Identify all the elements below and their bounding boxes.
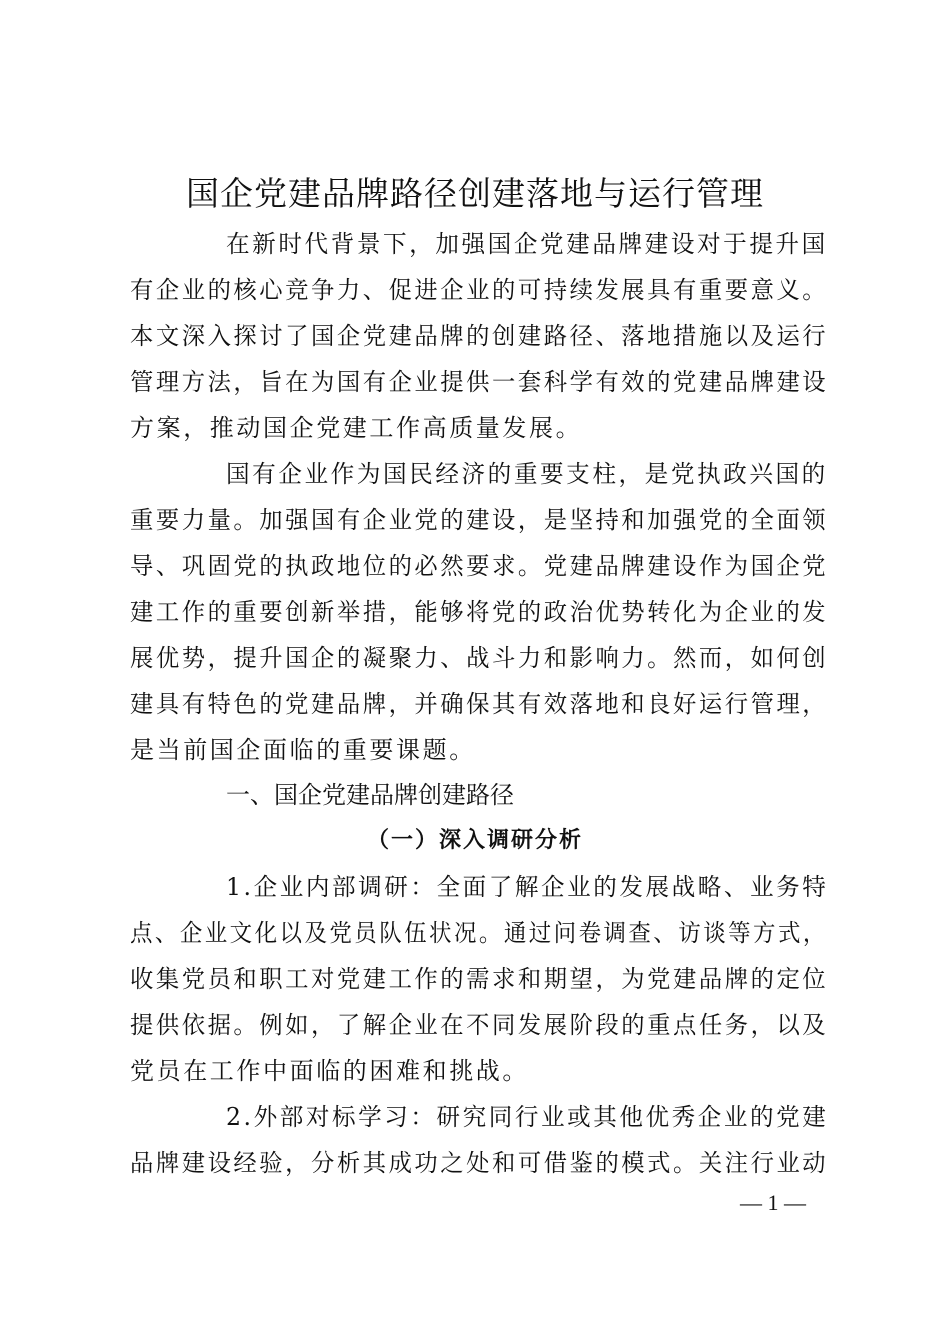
paragraph-line: 点、企业文化以及党员队伍状况。通过问卷调查、访谈等方式， (130, 919, 828, 947)
paragraph-line: 本文深入探讨了国企党建品牌的创建路径、落地措施以及运行 (130, 322, 829, 350)
document-title: 国企党建品牌路径创建落地与运行管理 (186, 174, 764, 213)
paragraph-line: 管理方法，旨在为国有企业提供一套科学有效的党建品牌建设 (130, 368, 829, 396)
paragraph-line: 国有企业作为国民经济的重要支柱，是党执政兴国的 (226, 460, 828, 488)
paragraph-line: 品牌建设经验，分析其成功之处和可借鉴的模式。关注行业动 (130, 1149, 829, 1177)
paragraph-line: 2.外部对标学习：研究同行业或其他优秀企业的党建 (226, 1103, 829, 1131)
paragraph-line: 建工作的重要创新举措，能够将党的政治优势转化为企业的发 (130, 598, 829, 626)
paragraph-line: 收集党员和职工对党建工作的需求和期望，为党建品牌的定位 (130, 965, 829, 993)
paragraph-line: 1.企业内部调研：全面了解企业的发展战略、业务特 (226, 873, 829, 901)
paragraph-line: 展优势，提升国企的凝聚力、战斗力和影响力。然而，如何创 (130, 644, 829, 672)
paragraph-line: 建具有特色的党建品牌，并确保其有效落地和良好运行管理， (130, 690, 829, 718)
paragraph-line: 提供依据。例如，了解企业在不同发展阶段的重点任务，以及 (130, 1011, 829, 1039)
paragraph-line: 是当前国企面临的重要课题。 (130, 736, 476, 764)
subsection-heading: （一）深入调研分析 (366, 828, 583, 853)
paragraph-line: 重要力量。加强国有企业党的建设，是坚持和加强党的全面领 (130, 506, 829, 534)
paragraph-line: 导、巩固党的执政地位的必然要求。党建品牌建设作为国企党 (130, 552, 829, 580)
page-number: — 1 — (740, 1190, 806, 1215)
paragraph-line: 方案，推动国企党建工作高质量发展。 (130, 414, 583, 442)
paragraph-line: 有企业的核心竞争力、促进企业的可持续发展具有重要意义。 (130, 276, 829, 304)
paragraph-line: 在新时代背景下，加强国企党建品牌建设对于提升国 (226, 230, 828, 258)
section-heading: 一、国企党建品牌创建路径 (226, 781, 514, 809)
paragraph-line: 党员在工作中面临的困难和挑战。 (130, 1057, 529, 1085)
